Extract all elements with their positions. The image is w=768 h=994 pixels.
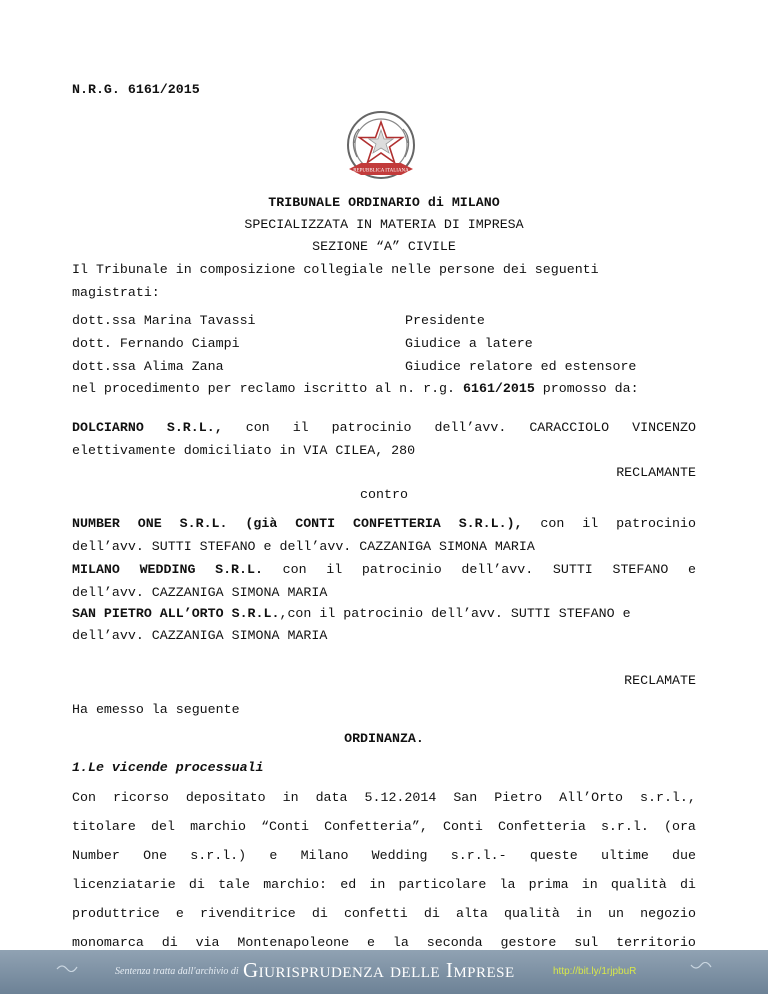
body-word: ultime xyxy=(600,848,649,863)
body-word: ricorso xyxy=(112,790,169,805)
body-line xyxy=(72,906,696,921)
body-word: Montenapoleone xyxy=(237,935,350,950)
respondent-3-rest: ,con il patrocinio dell’avv. SUTTI STEFANO e xyxy=(279,606,631,621)
body-word: queste xyxy=(529,848,578,863)
body-word: di xyxy=(161,935,178,950)
respondent-word: con xyxy=(282,562,307,577)
respondent-word: (già xyxy=(245,516,278,531)
respondent-word: S.R.L. xyxy=(179,516,228,531)
respondents-role: RECLAMATE xyxy=(624,673,696,688)
body-word: di xyxy=(311,906,328,921)
issued-line: Ha emesso la seguente xyxy=(72,702,240,717)
body-word: One xyxy=(143,848,168,863)
swash-right-icon xyxy=(690,962,712,972)
body-word: e xyxy=(269,848,278,863)
body-word: tale xyxy=(218,877,250,892)
respondent-1-line-1 xyxy=(72,516,696,531)
judge-name-3: dott.ssa Alima Zana xyxy=(72,359,224,374)
nrg-number: N.R.G. 6161/2015 xyxy=(72,82,200,97)
body-word: gestore xyxy=(500,935,557,950)
respondent-word: dell’avv. xyxy=(461,562,534,577)
claimant-word: VINCENZO xyxy=(632,420,696,435)
judge-role-3: Giudice relatore ed estensore xyxy=(405,359,637,374)
body-word: titolare xyxy=(72,819,136,834)
body-word: la xyxy=(499,877,516,892)
body-word: qualità xyxy=(504,906,560,921)
body-word: la xyxy=(392,935,409,950)
judge-name-2: dott. Fernando Ciampi xyxy=(72,336,240,351)
judge-role-1: Presidente xyxy=(405,313,485,328)
footer-banner xyxy=(0,950,768,994)
respondent-word: patrocinio xyxy=(361,562,442,577)
respondent-word: con xyxy=(540,516,565,531)
respondent-word: il xyxy=(582,516,599,531)
claimant-word: con xyxy=(245,420,270,435)
composition-line-1: Il Tribunale in composizione collegiale nelle persone dei seguenti xyxy=(72,262,599,277)
respondent-word: il xyxy=(326,562,343,577)
claimant-word: CARACCIOLO xyxy=(529,420,610,435)
body-word: confetti xyxy=(343,906,408,921)
body-line xyxy=(72,790,696,805)
body-word: Conti xyxy=(442,819,483,834)
body-word: s.r.l.- xyxy=(450,848,507,863)
body-word: particolare xyxy=(398,877,487,892)
body-word: depositato xyxy=(185,790,266,805)
body-word: un xyxy=(608,906,625,921)
respondent-word: e xyxy=(688,562,696,577)
body-word: “Conti xyxy=(261,819,309,834)
body-line xyxy=(72,848,696,863)
body-word: Confetteria”, xyxy=(324,819,428,834)
section-1-title: 1.Le vicende processuali xyxy=(72,760,264,775)
respondent-2-line-2: dell’avv. CAZZANIGA SIMONA MARIA xyxy=(72,585,328,600)
respondent-3-line-2: dell’avv. CAZZANIGA SIMONA MARIA xyxy=(72,628,328,643)
claimant-line-1 xyxy=(72,420,696,435)
body-word: Confetteria xyxy=(498,819,586,834)
claimant-word: il xyxy=(292,420,309,435)
court-name: TRIBUNALE ORDINARIO di MILANO xyxy=(268,195,500,210)
body-line xyxy=(72,877,696,892)
respondent-word: CONFETTERIA xyxy=(353,516,441,531)
claimant-word: DOLCIARNO xyxy=(72,420,144,435)
body-word: via xyxy=(195,935,220,950)
body-word: s.r.l.) xyxy=(190,848,247,863)
respondent-word: S.R.L. xyxy=(215,562,263,577)
body-word: e xyxy=(367,935,376,950)
footer-source-text: Sentenza tratta dall'archivio di xyxy=(115,966,239,977)
body-word: in xyxy=(581,877,598,892)
claimant-line-2: elettivamente domiciliato in VIA CILEA, 280 xyxy=(72,443,416,458)
body-word: monomarca xyxy=(72,935,144,950)
respondent-word: CONTI xyxy=(295,516,336,531)
respondent-word: ONE xyxy=(137,516,162,531)
body-word: di xyxy=(679,877,696,892)
body-word: sul xyxy=(574,935,599,950)
respondent-word: SUTTI xyxy=(552,562,593,577)
body-word: rivenditrice xyxy=(199,906,296,921)
respondent-word: MILANO xyxy=(72,562,120,577)
body-word: di xyxy=(188,877,205,892)
body-word: del xyxy=(150,819,175,834)
italian-republic-emblem-icon xyxy=(339,105,423,189)
body-word: territorio xyxy=(616,935,696,950)
body-word: qualità xyxy=(610,877,667,892)
judge-name-1: dott.ssa Marina Tavassi xyxy=(72,313,256,328)
claimant-word: patrocinio xyxy=(331,420,412,435)
body-word: licenziatarie xyxy=(72,877,176,892)
body-word: s.r.l., xyxy=(640,790,696,805)
body-line xyxy=(72,935,696,950)
body-word: Wedding xyxy=(371,848,428,863)
procedure-line xyxy=(72,381,639,396)
body-word: e xyxy=(175,906,184,921)
body-word: marchio: xyxy=(263,877,328,892)
body-word: s.r.l. xyxy=(600,819,649,834)
respondent-word: STEFANO xyxy=(612,562,669,577)
respondent-word: S.R.L.), xyxy=(458,516,523,531)
body-word: in xyxy=(282,790,299,805)
body-word: in xyxy=(369,877,386,892)
respondent-3-name: SAN PIETRO ALL’ORTO S.R.L. xyxy=(72,606,280,621)
court-section: SEZIONE “A” CIVILE xyxy=(312,239,456,254)
swash-left-icon xyxy=(56,962,78,972)
footer-brand: Giurisprudenza delle Imprese xyxy=(243,958,515,982)
claimant-word: dell’avv. xyxy=(434,420,507,435)
body-word: seconda xyxy=(426,935,483,950)
respondent-3-line-1 xyxy=(72,606,631,621)
procedure-suffix: promosso da: xyxy=(534,381,639,396)
body-word: Pietro xyxy=(494,790,543,805)
body-word: Milano xyxy=(300,848,349,863)
respondent-1-line-2: dell’avv. SUTTI STEFANO e dell’avv. CAZZANIGA SIMONA MARIA xyxy=(72,539,535,554)
body-word: ed xyxy=(340,877,357,892)
body-word: due xyxy=(672,848,696,863)
claimant-role: RECLAMANTE xyxy=(616,465,696,480)
judge-role-2: Giudice a latere xyxy=(405,336,533,351)
body-word: in xyxy=(575,906,592,921)
footer-url-link[interactable]: http://bit.ly/1rjpbuR xyxy=(553,966,637,977)
body-word: San xyxy=(453,790,478,805)
ordinance-title: ORDINANZA. xyxy=(344,731,424,746)
body-word: produttrice xyxy=(72,906,160,921)
procedure-prefix: nel procedimento per reclamo iscritto al n. r.g. xyxy=(72,381,463,396)
body-word: prima xyxy=(528,877,569,892)
body-word: 5.12.2014 xyxy=(364,790,437,805)
respondent-2-line-1 xyxy=(72,562,696,577)
procedure-number: 6161/2015 xyxy=(463,381,535,396)
body-word: Number xyxy=(72,848,120,863)
contro-label: contro xyxy=(360,487,408,502)
body-word: negozio xyxy=(640,906,696,921)
claimant-word: S.R.L., xyxy=(166,420,223,435)
body-word: All’Orto xyxy=(559,790,624,805)
composition-line-2: magistrati: xyxy=(72,285,160,300)
body-word: data xyxy=(315,790,348,805)
body-word: (ora xyxy=(663,819,696,834)
body-line xyxy=(72,819,696,834)
body-word: di xyxy=(423,906,440,921)
respondent-word: patrocinio xyxy=(616,516,696,531)
emblem-ribbon-text: REPUBBLICA ITALIANA xyxy=(353,168,409,174)
body-word: alta xyxy=(455,906,488,921)
body-word: Con xyxy=(72,790,96,805)
respondent-word: NUMBER xyxy=(72,516,120,531)
respondent-word: WEDDING xyxy=(139,562,196,577)
court-specialization: SPECIALIZZATA IN MATERIA DI IMPRESA xyxy=(244,217,524,232)
body-word: marchio xyxy=(190,819,246,834)
